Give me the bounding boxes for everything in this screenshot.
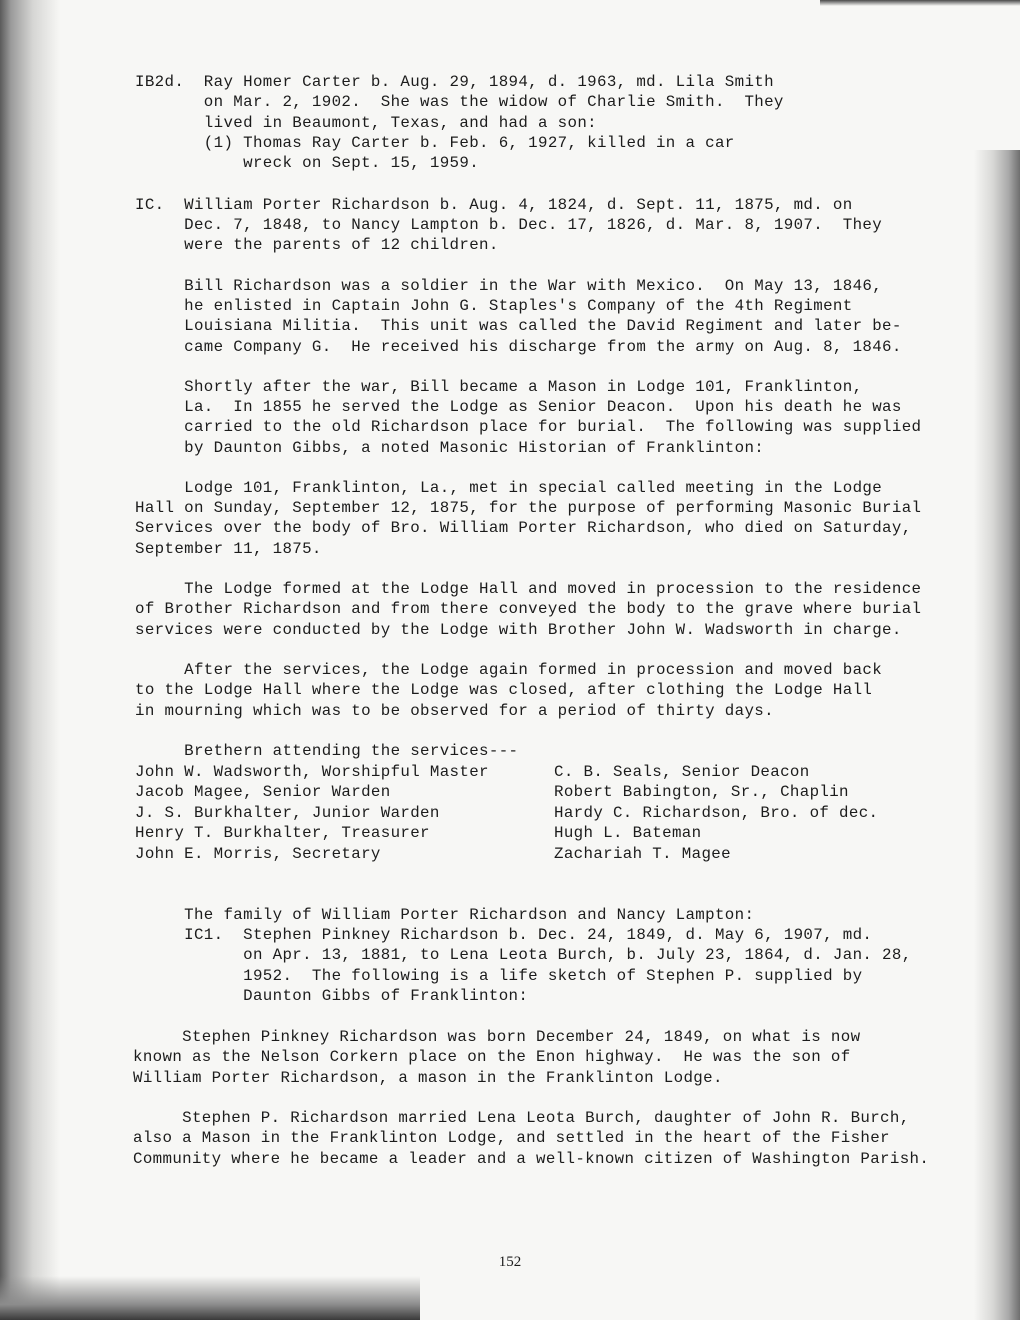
- sketch-paragraph-2-line-1: Stephen P. Richardson married Lena Leota Burch, daughter of John R. Burch,: [133, 1109, 910, 1127]
- scan-shadow-bottom: [0, 1276, 420, 1320]
- war-paragraph-line-1: Bill Richardson was a soldier in the War with Mexico. On May 13, 1846,: [135, 277, 883, 295]
- procession-line-2: of Brother Richardson and from there conveyed the body to the grave where burial: [135, 600, 922, 618]
- family-heading: The family of William Porter Richardson and Nancy Lampton:: [135, 906, 755, 924]
- scan-shadow-right: [974, 150, 1020, 1320]
- brethren-heading: Brethern attending the services---: [135, 742, 519, 760]
- brethren-left-2: Jacob Magee, Senior Warden: [135, 783, 391, 801]
- mason-paragraph-line-4: by Daunton Gibbs, a noted Masonic Historian of Franklinton:: [135, 439, 765, 457]
- entry-ib2d-line-4: (1) Thomas Ray Carter b. Feb. 6, 1927, killed in a car: [135, 134, 735, 152]
- entry-ic1-line-2: on Apr. 13, 1881, to Lena Leota Burch, b. July 23, 1864, d. Jan. 28,: [135, 946, 912, 964]
- after-services-line-2: to the Lodge Hall where the Lodge was closed, after clothing the Lodge Hall: [135, 681, 873, 699]
- brethren-right-3: Hardy C. Richardson, Bro. of dec.: [554, 804, 879, 822]
- entry-ib2d-line-2: on Mar. 2, 1902. She was the widow of Charlie Smith. They: [135, 93, 784, 111]
- sketch-paragraph-2-line-3: Community where he became a leader and a well-known citizen of Washington Parish.: [133, 1150, 930, 1168]
- mason-paragraph-line-2: La. In 1855 he served the Lodge as Senior Deacon. Upon his death he was: [135, 398, 902, 416]
- entry-ic-line-3: were the parents of 12 children.: [135, 236, 499, 254]
- mason-paragraph-line-3: carried to the old Richardson place for burial. The following was supplied: [135, 418, 922, 436]
- sketch-paragraph-1-line-2: known as the Nelson Corkern place on the Enon highway. He was the son of: [133, 1048, 851, 1066]
- lodge-meeting-line-3: Services over the body of Bro. William Porter Richardson, who died on Saturday,: [135, 519, 912, 537]
- sketch-paragraph-1-line-1: Stephen Pinkney Richardson was born December 24, 1849, on what is now: [133, 1028, 861, 1046]
- entry-ib2d-line-1: IB2d. Ray Homer Carter b. Aug. 29, 1894, d. 1963, md. Lila Smith: [135, 73, 774, 91]
- mason-paragraph-line-1: Shortly after the war, Bill became a Mason in Lodge 101, Franklinton,: [135, 378, 863, 396]
- entry-ic-line-1: IC. William Porter Richardson b. Aug. 4, 1824, d. Sept. 11, 1875, md. on: [135, 196, 853, 214]
- brethren-right-1: C. B. Seals, Senior Deacon: [554, 763, 810, 781]
- page-number: 152: [498, 1254, 522, 1270]
- sketch-paragraph-1-line-3: William Porter Richardson, a mason in the Franklinton Lodge.: [133, 1069, 723, 1087]
- scan-shadow-left: [0, 0, 60, 1320]
- brethren-left-5: John E. Morris, Secretary: [135, 845, 381, 863]
- brethren-right-2: Robert Babington, Sr., Chaplin: [554, 783, 849, 801]
- brethren-left-3: J. S. Burkhalter, Junior Warden: [135, 804, 440, 822]
- brethren-left-4: Henry T. Burkhalter, Treasurer: [135, 824, 430, 842]
- entry-ic1-line-1: IC1. Stephen Pinkney Richardson b. Dec. 24, 1849, d. May 6, 1907, md.: [135, 926, 873, 944]
- lodge-meeting-line-2: Hall on Sunday, September 12, 1875, for the purpose of performing Masonic Burial: [135, 499, 922, 517]
- brethren-left-1: John W. Wadsworth, Worshipful Master: [135, 763, 489, 781]
- procession-line-1: The Lodge formed at the Lodge Hall and moved in procession to the residence: [135, 580, 922, 598]
- brethren-right-4: Hugh L. Bateman: [554, 824, 702, 842]
- scan-shadow-top: [820, 0, 1020, 6]
- lodge-meeting-line-1: Lodge 101, Franklinton, La., met in special called meeting in the Lodge: [135, 479, 883, 497]
- entry-ib2d-line-5: wreck on Sept. 15, 1959.: [135, 154, 480, 172]
- entry-ic1-line-3: 1952. The following is a life sketch of Stephen P. supplied by: [135, 967, 863, 985]
- sketch-paragraph-2-line-2: also a Mason in the Franklinton Lodge, and settled in the heart of the Fisher: [133, 1129, 890, 1147]
- procession-line-3: services were conducted by the Lodge with Brother John W. Wadsworth in charge.: [135, 621, 902, 639]
- after-services-line-3: in mourning which was to be observed for a period of thirty days.: [135, 702, 774, 720]
- entry-ic1-line-4: Daunton Gibbs of Franklinton:: [135, 987, 529, 1005]
- after-services-line-1: After the services, the Lodge again formed in procession and moved back: [135, 661, 883, 679]
- entry-ic-line-2: Dec. 7, 1848, to Nancy Lampton b. Dec. 17, 1826, d. Mar. 8, 1907. They: [135, 216, 883, 234]
- lodge-meeting-line-4: September 11, 1875.: [135, 540, 322, 558]
- war-paragraph-line-2: he enlisted in Captain John G. Staples's Company of the 4th Regiment: [135, 297, 853, 315]
- entry-ib2d-line-3: lived in Beaumont, Texas, and had a son:: [135, 114, 597, 132]
- war-paragraph-line-4: came Company G. He received his discharge from the army on Aug. 8, 1846.: [135, 338, 902, 356]
- war-paragraph-line-3: Louisiana Militia. This unit was called the David Regiment and later be-: [135, 317, 902, 335]
- brethren-right-5: Zachariah T. Magee: [554, 845, 731, 863]
